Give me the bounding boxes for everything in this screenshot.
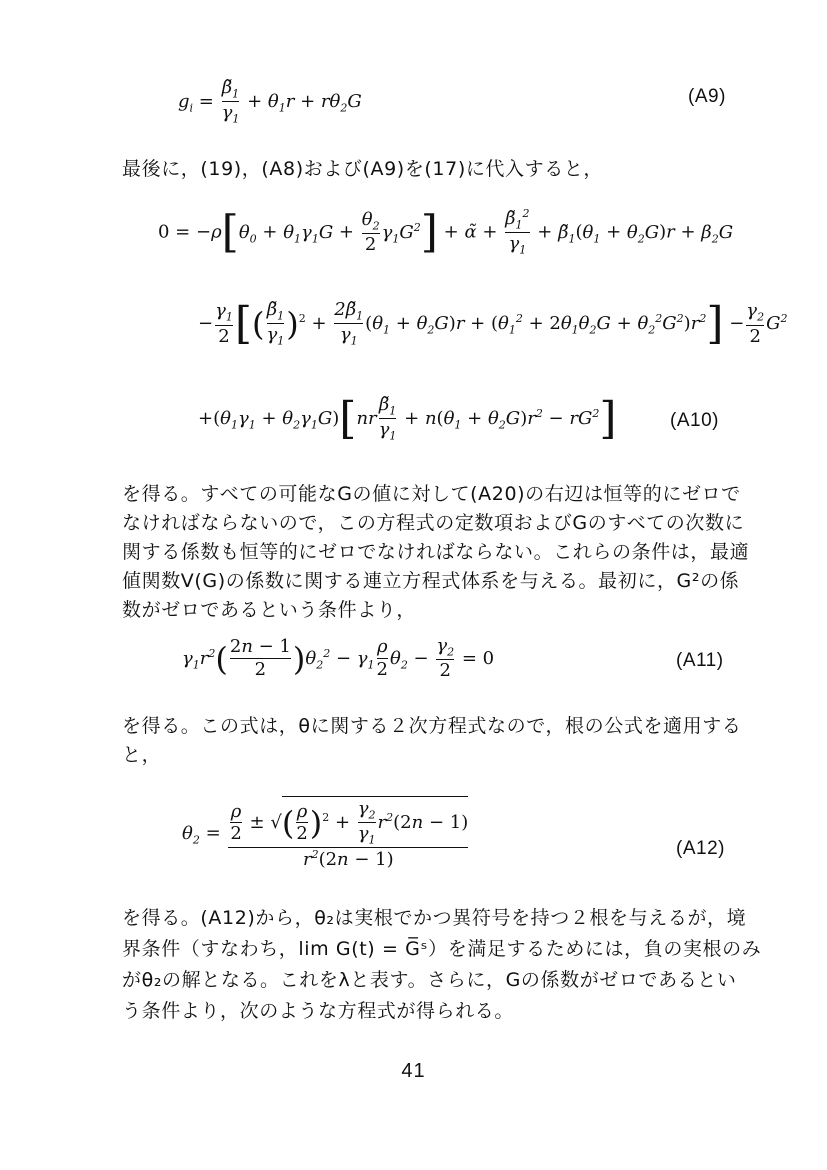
text-line: を得る。すべての可能なGの値に対して(A20)の右辺は恒等的にゼロで	[122, 483, 741, 505]
text-line: がθ₂の解となる。これをλと表す。さらに，Gの係数がゼロであるとい	[122, 969, 737, 991]
text-line: 数がゼロであるという条件より，	[122, 599, 417, 621]
text-line: なければならないので，この方程式の定数項およびGのすべての次数に	[122, 512, 745, 534]
text-line: 値関数V(G)の係数に関する連立方程式体系を与える。最初に，G²の係	[122, 570, 740, 592]
equation-a10-line1: $0 = -\rho[\theta_0 + \theta_1\gamma_1G$ + $\frac{\theta_2}{2}$ $\gamma_1G^2$] + α̃ + $\frac{\betã_1^2}{\gamma_1}$ + $\betã_1(\theta_1 + \theta_2G)r + \beta_2G$	[158, 206, 734, 258]
text-line: 関する係数も恒等的にゼロでなければならない。これらの条件は，最適	[122, 541, 750, 563]
page-number: 41	[401, 1060, 426, 1082]
equation-a12: $\theta_2$ = $\frac{\rho}{2}$ ± √( $\frac{\rho}{2}$ )$^2$ + $\frac{\gamma_2}{\gamma_1}$ $r^2(2n - 1)$ $r^2(2n - 1)$	[182, 798, 469, 871]
equation-number-a10: (A10)	[670, 410, 719, 431]
equation-number-a9: (A9)	[688, 86, 726, 107]
equation-a10-line3: $+(\theta_1\gamma_1 + \theta_2\gamma_1G)[nr$ $\frac{\betã_1}{\gamma_1}$ + $n(\theta_1 + \theta_2G)r^2 - rG^2$]	[198, 393, 617, 445]
equation-number-a11: (A11)	[676, 650, 724, 671]
paragraph-quadratic	[122, 712, 752, 770]
equation-a11: $\gamma_1r^2$( $\frac{2n - 1}{2}$ )$\theta_2^2 - \gamma_1$ $\frac{\rho}{2}$ $\theta_2$ − $\frac{\gamma_2}{2}$ = 0	[182, 635, 495, 682]
paragraph-boundary-condition	[122, 903, 762, 1027]
paragraph-substitution: 最後に，(19)，(A8)および(A9)を(17)に代入すると，	[122, 158, 604, 180]
paragraph-coefficients	[122, 480, 752, 625]
text-line: を得る。(A12)から，θ₂は実根でかつ異符号を持つ２根を与えるが，境	[122, 907, 747, 929]
equation-number-a12: (A12)	[676, 838, 725, 859]
text-line: と，	[122, 744, 162, 766]
text-line: を得る。この式は，θに関する２次方程式なので，根の公式を適用する	[122, 715, 742, 737]
equation-a9: $g_i$ = $\frac{\betã_1}{\gamma_1}$ + $\theta_1r + r\theta_2G$	[178, 77, 362, 126]
text-line: う条件より，次のような方程式が得られる。	[122, 1000, 515, 1022]
equation-a10-line2: − $\frac{\gamma_1}{2}$ [( $\frac{\betã_1}{\gamma_1}$ )$^2$ + $\frac{2\betã_1}{\gamma_1}$ $(\theta_1 + \theta_2G)r + (\theta_1^2 + 2\theta_1\theta_2G + \theta_2^2G^2)r^2$] − $\frac{\gamma_2}{2}$ $G^2$	[198, 298, 788, 350]
text-line: 界条件（すなわち，lim G(t) = G̅ˢ）を満足するためには，負の実根のみ	[122, 938, 762, 960]
